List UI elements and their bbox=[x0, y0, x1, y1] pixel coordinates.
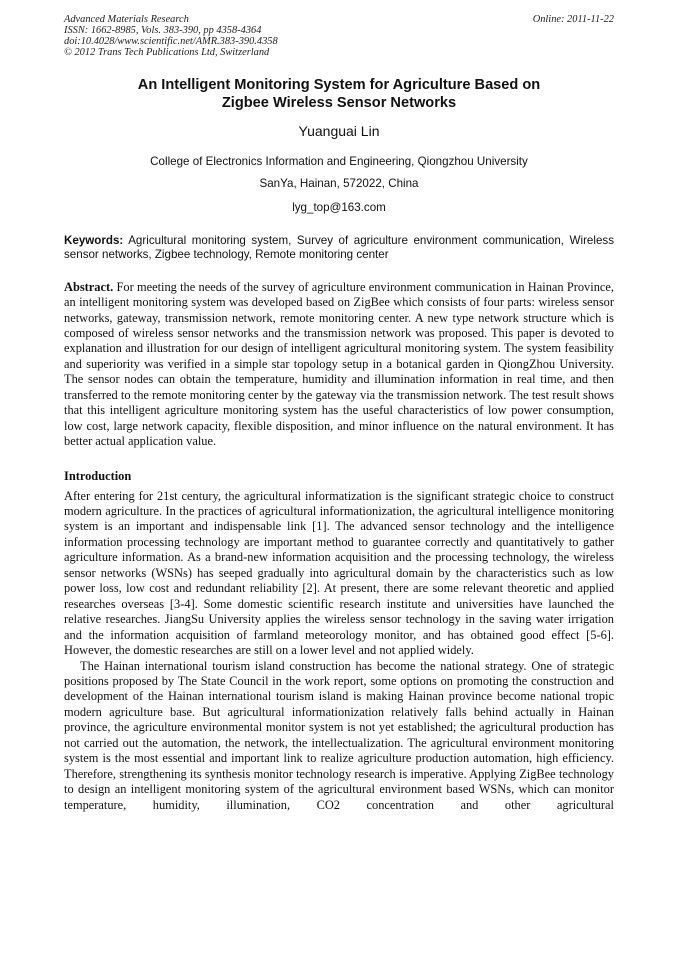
section-heading-introduction: Introduction bbox=[64, 468, 132, 483]
paper-page bbox=[64, 14, 614, 813]
author-email: lyg_top@163.com bbox=[292, 201, 386, 214]
abstract-label: Abstract. bbox=[64, 279, 114, 294]
affiliation-address: SanYa, Hainan, 572022, China bbox=[259, 177, 419, 190]
affiliation-institution: College of Electronics Information and Engineering, Qiongzhou University bbox=[150, 155, 528, 168]
keywords-label: Keywords: bbox=[64, 234, 124, 247]
intro-paragraph-2: The Hainan international tourism island construction has become the national strategy. One of strategic positions proposed by The State Council in the work report, some options on promoting the construction and development of the Hainan international tourism island is making Hainan province become national tropic modern agriculture base. But agricultural informationization relatively falls behind actually in Hainan province, the agriculture environmental monitor system is not yet established; the agricultural production has not carried out the automation, the network, the intellectualization. The agricultural environment monitoring system is the most essential and important link to realize agriculture production automation, high efficiency. Therefore, strengthening its synthesis monitor technology research is imperative. Applying ZigBee technology to design an intelligent monitoring system of the agricultural environment based WSNs, which can monitor temperature, humidity, illumination, CO2 concentration and other agricultural bbox=[64, 658, 614, 812]
keywords-text: Agricultural monitoring system, Survey of agriculture environment communication, Wireless sensor networks, Zigbee technology, Remote monitoring center bbox=[64, 234, 614, 261]
journal-header bbox=[64, 14, 614, 58]
title-line-1: An Intelligent Monitoring System for Agriculture Based on bbox=[137, 77, 541, 93]
intro-paragraph-1: After entering for 21st century, the agricultural informatization is the significant strategic choice to construct modern agriculture. In the practices of agricultural informationization, the agricultural intelligence monitoring system is an important and indispensable link [1]. The advanced sensor technology and the intelligence information processing technology are important method to guarantee correctly and quantitatively to gather agriculture information. As a brand-new information acquisition and the processing technology, the wireless sensor networks (WSNs) has seeped gradually into agricultural domain by the characteristics such as low power loss, low cost and redundant reliability [2]. At present, there are some relevant theoretic and applied researches overseas [3-4]. Some domestic scientific research institute and universities have launched the relative researches. JiangSu University applies the wireless sensor technology in the saving water irrigation and the information acquisition of farmland meteorology monitor, and has obtained good effect [5-6]. However, the domestic researches are still on a lower level and not applied widely. bbox=[64, 488, 614, 658]
abstract bbox=[64, 280, 614, 450]
abstract-text: For meeting the needs of the survey of agriculture environment communication in Hainan Province, an intelligent monitoring system was developed based on ZigBee which consists of four parts: wireless sensor networks, gateway, transmission network, remote monitoring center. A new type network structure which is composed of wireless sensor networks and the transmission network was proposed. This paper is devoted to explanation and illustration for our design of intelligent agricultural monitoring system. The system feasibility and superiority was verified in a simple star topology setup in a botanical garden in QiongZhou University. The sensor nodes can obtain the temperature, humidity and illumination information in real time, and then transferred to the remote monitoring center by the gateway via the transmission network. The test result shows that this intelligent agriculture monitoring system has the useful characteristics of low power consumption, low cost, large network capacity, flexible disposition, and minor influence on the natural environment. It has better actual application value. bbox=[64, 279, 614, 449]
journal-name: Advanced Materials Research bbox=[64, 14, 189, 25]
title-line-2: Zigbee Wireless Sensor Networks bbox=[221, 95, 457, 111]
paper-title bbox=[64, 76, 614, 112]
issn-line: ISSN: 1662-8985, Vols. 383-390, pp 4358-4364 bbox=[64, 25, 262, 36]
doi-line: doi:10.4028/www.scientific.net/AMR.383-390.4358 bbox=[64, 36, 278, 47]
author-name: Yuanguai Lin bbox=[298, 123, 380, 139]
copyright-line: © 2012 Trans Tech Publications Ltd, Switzerland bbox=[64, 47, 270, 58]
keywords bbox=[64, 234, 614, 262]
online-date: Online: 2011-11-22 bbox=[532, 14, 614, 25]
